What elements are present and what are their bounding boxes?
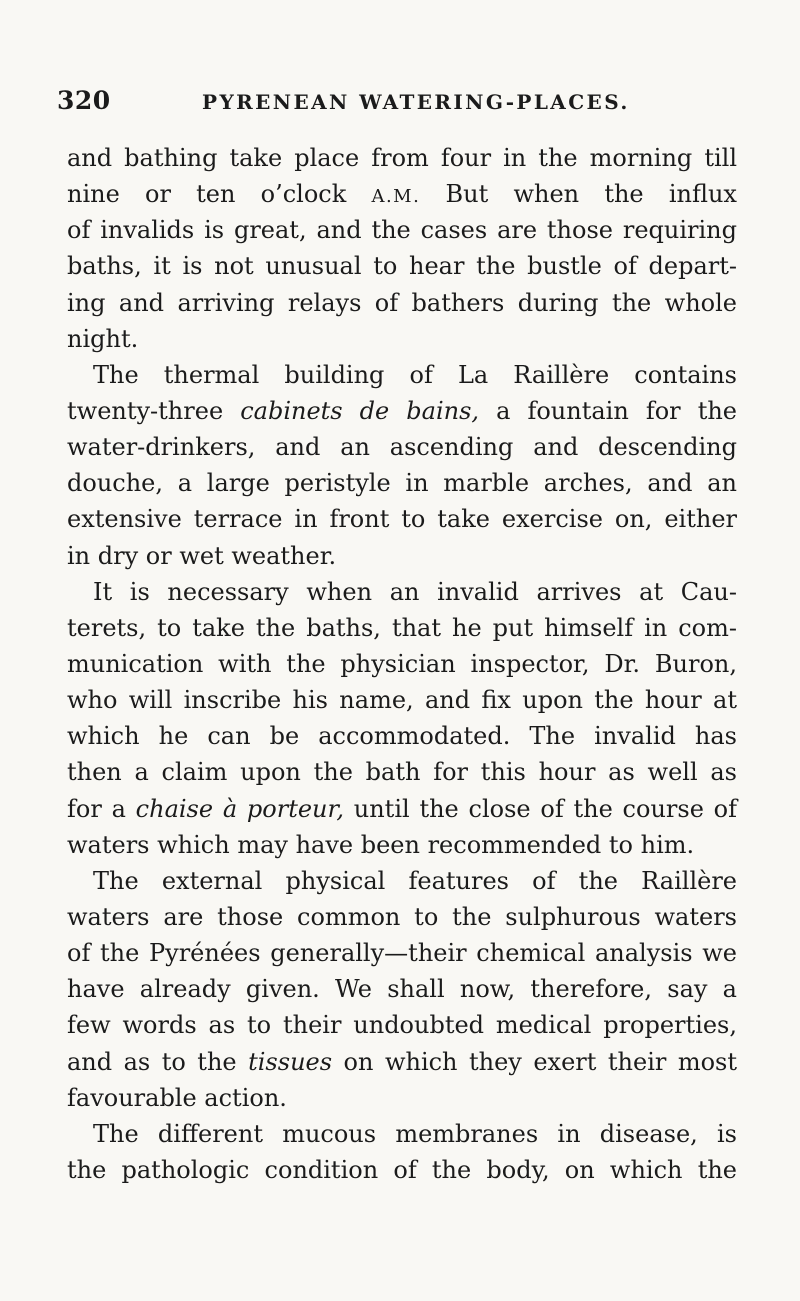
text-fragment: nine or ten o’clock bbox=[67, 180, 347, 209]
text-line: have already given. We shall now, therefore, say a bbox=[67, 975, 737, 1004]
text-line: The external physical features of the Raillère bbox=[93, 866, 737, 895]
text-line: The thermal building of La Raillère contains bbox=[93, 360, 737, 389]
text-line: night. bbox=[67, 324, 139, 353]
text-line: ing and arriving relays of bathers during the whole bbox=[67, 288, 737, 317]
text-line: water-drinkers, and an ascending and descending bbox=[67, 433, 737, 462]
text-line: baths, it is not unusual to hear the bustle of depart- bbox=[67, 252, 737, 281]
text-line: who will inscribe his name, and fix upon the hour at bbox=[67, 686, 737, 715]
text-line: The different mucous membranes in disease, is bbox=[93, 1119, 737, 1148]
text-line bbox=[67, 791, 737, 827]
text-fragment: But when the influx bbox=[445, 180, 737, 209]
text-fragment: and as to the bbox=[67, 1047, 237, 1076]
text-line: terets, to take the baths, that he put himself in com- bbox=[67, 613, 737, 642]
text-line: It is necessary when an invalid arrives at Cau- bbox=[93, 577, 737, 606]
page-header bbox=[57, 86, 737, 116]
text-line: waters which may have been recommended to him. bbox=[67, 830, 695, 859]
text-fragment: twenty-three bbox=[67, 396, 224, 425]
text-line: douche, a large peristyle in marble arches, and an bbox=[67, 469, 737, 498]
text-fragment: until the close of the course of bbox=[353, 794, 737, 823]
text-line: the pathologic condition of the body, on which the bbox=[67, 1155, 737, 1184]
text-fragment: on which they exert their most bbox=[343, 1047, 737, 1076]
time-abbreviation: A.M. bbox=[371, 186, 421, 208]
text-line: of the Pyrénées generally—their chemical analysis we bbox=[67, 939, 737, 968]
page-number: 320 bbox=[57, 86, 111, 115]
text-line bbox=[67, 393, 737, 429]
text-line: few words as to their undoubted medical properties, bbox=[67, 1011, 737, 1040]
text-line: in dry or wet weather. bbox=[67, 541, 337, 570]
text-line bbox=[67, 176, 737, 212]
text-line: favourable action. bbox=[67, 1083, 287, 1112]
italic-phrase: chaise à porteur, bbox=[135, 794, 344, 823]
text-fragment: for a bbox=[67, 794, 126, 823]
body-text bbox=[67, 140, 737, 1188]
text-line: which he can be accommodated. The invalid has bbox=[67, 722, 737, 751]
text-line: munication with the physician inspector, Dr. Buron, bbox=[67, 649, 737, 678]
italic-phrase: tissues bbox=[248, 1047, 333, 1076]
text-line: extensive terrace in front to take exercise on, either bbox=[67, 505, 737, 534]
italic-phrase: cabinets de bains, bbox=[240, 396, 480, 425]
text-line: waters are those common to the sulphurous waters bbox=[67, 902, 737, 931]
text-line: and bathing take place from four in the morning till bbox=[67, 144, 737, 172]
text-fragment: a fountain for the bbox=[496, 396, 737, 425]
text-line: of invalids is great, and the cases are those requiring bbox=[67, 216, 737, 245]
text-line: then a claim upon the bath for this hour as well as bbox=[67, 758, 737, 787]
book-page bbox=[57, 0, 737, 1301]
running-title: PYRENEAN WATERING-PLACES. bbox=[202, 90, 630, 114]
text-line bbox=[67, 1044, 737, 1080]
